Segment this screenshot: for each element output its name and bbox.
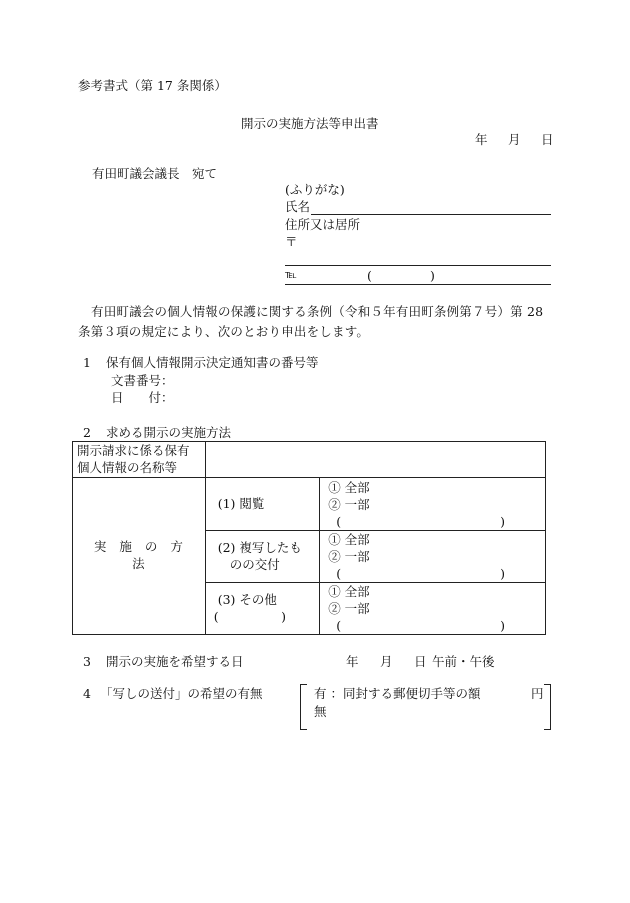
info-name-label-line1: 開示請求に係る保有 bbox=[77, 442, 190, 458]
preferred-year: 年 bbox=[346, 654, 359, 669]
tel-paren-open: ( bbox=[367, 268, 372, 283]
disclosure-method-table bbox=[72, 441, 546, 635]
mail-yes-option[interactable]: 有 ：同封する郵便切手等の額 bbox=[314, 686, 481, 701]
info-name-label-line2: 個人情報の名称等 bbox=[77, 459, 178, 475]
paren-close: ) bbox=[500, 566, 505, 581]
info-name-label-cell bbox=[73, 442, 206, 478]
option-part-2[interactable]: ② 一部 bbox=[328, 549, 370, 564]
postal-mark: 〒 bbox=[285, 234, 298, 249]
table-row bbox=[73, 478, 546, 531]
mail-no-option[interactable]: 無 bbox=[314, 704, 327, 719]
date-year: 年 bbox=[475, 132, 488, 147]
option-detail-2[interactable] bbox=[324, 565, 541, 582]
page-title: 開示の実施方法等申出書 bbox=[241, 116, 379, 131]
options-cell-1 bbox=[320, 478, 546, 531]
method-label: 実施の方法 bbox=[93, 539, 196, 571]
intro-paragraph: 有田町議会の個人情報の保護に関する条例（令和５年有田町条例第７号）第 28 条第３項の規定により、次のとおり申出をします。 bbox=[78, 304, 544, 339]
section1-title: 保有個人情報開示決定通知書の番号等 bbox=[106, 355, 319, 370]
name-label: 氏名 bbox=[285, 199, 311, 214]
address-underline bbox=[285, 265, 551, 266]
method-row-3-line1: (3) その他 bbox=[217, 591, 277, 607]
section4-title: 「写しの送付」の希望の有無 bbox=[100, 686, 263, 701]
method-row-2-cell bbox=[205, 531, 320, 583]
date-day: 日 bbox=[541, 132, 554, 147]
paren-open: ( bbox=[336, 513, 342, 529]
preferred-month: 月 bbox=[380, 654, 393, 669]
method-row-1-line1: (1) 閲覧 bbox=[217, 495, 265, 511]
option-all-1[interactable]: ① 全部 bbox=[328, 479, 370, 495]
preferred-day: 日 bbox=[414, 654, 427, 669]
options-cell-2 bbox=[320, 531, 546, 583]
address-label: 住所又は居所 bbox=[285, 217, 361, 232]
paren-close: ) bbox=[500, 618, 505, 633]
header-note: 参考書式（第 17 条関係） bbox=[78, 78, 227, 93]
option-detail-1[interactable] bbox=[324, 513, 541, 530]
option-all-2[interactable]: ① 全部 bbox=[328, 532, 370, 547]
method-row-2-line1: (2) 複写したも bbox=[217, 539, 302, 555]
section3-number: 3 bbox=[83, 654, 91, 669]
option-detail-3[interactable] bbox=[324, 617, 541, 634]
method-label-cell bbox=[73, 478, 206, 635]
info-name-field[interactable] bbox=[205, 442, 545, 478]
option-part-1[interactable]: ② 一部 bbox=[328, 496, 370, 512]
preferred-ampm[interactable]: 午前・午後 bbox=[432, 654, 495, 669]
yen-unit: 円 bbox=[531, 686, 544, 701]
method-row-2-line2: のの交付 bbox=[229, 556, 280, 572]
date-month: 月 bbox=[508, 132, 521, 147]
doc-date-label: 日 付： bbox=[111, 390, 174, 405]
section1-number: 1 bbox=[83, 355, 91, 370]
paren-open: ( bbox=[336, 566, 342, 581]
doc-number-label: 文書番号： bbox=[111, 373, 174, 388]
section2-title: 求める開示の実施方法 bbox=[106, 425, 232, 440]
addressee: 有田町議会議長 宛て bbox=[92, 166, 218, 181]
table-row bbox=[73, 442, 546, 478]
tel-label: ℡ bbox=[285, 268, 297, 281]
section2-number: 2 bbox=[83, 425, 91, 440]
tel-underline bbox=[285, 284, 551, 285]
bracket-left bbox=[300, 684, 307, 730]
paren-close: ) bbox=[500, 513, 505, 529]
option-all-3[interactable]: ① 全部 bbox=[328, 584, 370, 599]
tel-paren-close: ) bbox=[430, 268, 435, 283]
method-row-3-line2[interactable]: ( ) bbox=[213, 608, 286, 624]
section4-number: 4 bbox=[83, 686, 91, 701]
options-cell-3 bbox=[320, 583, 546, 635]
option-part-3[interactable]: ② 一部 bbox=[328, 601, 370, 616]
furigana-label: (ふりがな) bbox=[285, 182, 345, 197]
section3-title: 開示の実施を希望する日 bbox=[106, 654, 244, 669]
name-underline bbox=[311, 214, 551, 215]
paren-open: ( bbox=[336, 618, 342, 633]
method-row-3-cell bbox=[205, 583, 320, 635]
method-row-1-cell bbox=[205, 478, 320, 531]
bracket-right bbox=[544, 684, 551, 730]
